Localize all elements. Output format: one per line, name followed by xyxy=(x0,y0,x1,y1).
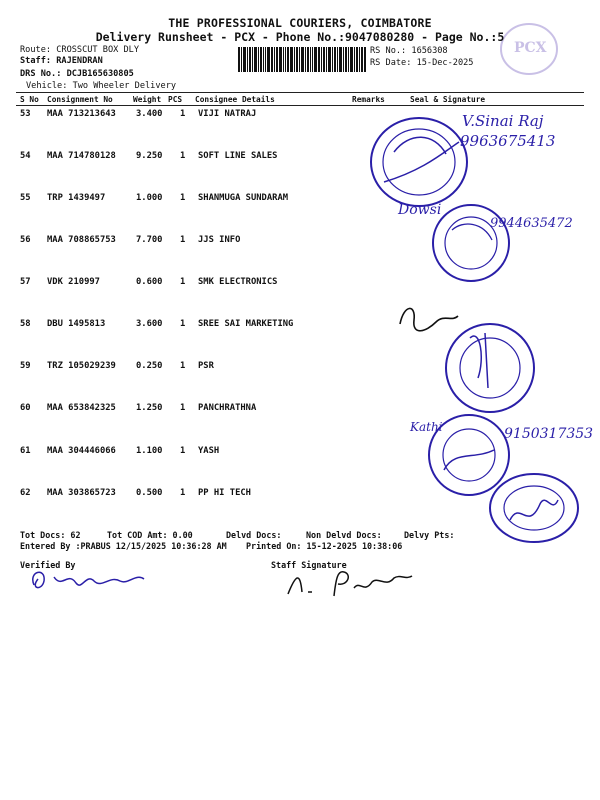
row-consignment: MAA 304446066 xyxy=(47,446,116,456)
staff-signature-scribble xyxy=(282,566,422,600)
rs-number: RS No.: 1656308 xyxy=(370,46,448,56)
row-consignee: PSR xyxy=(198,361,214,371)
row-sno: 60 xyxy=(20,403,31,413)
row-consignee: VIJI NATRAJ xyxy=(198,109,257,119)
row-weight: 0.500 xyxy=(136,488,163,498)
pp-hitech-stamp xyxy=(482,470,582,550)
vehicle: Vehicle: Two Wheeler Delivery xyxy=(26,81,177,91)
row-pcs: 1 xyxy=(180,109,186,119)
row-pcs: 1 xyxy=(180,277,186,287)
row-weight: 1.100 xyxy=(136,446,163,456)
row-weight: 1.000 xyxy=(136,193,163,203)
row56-phone: 9944635472 xyxy=(490,216,573,231)
row-sno: 61 xyxy=(20,446,31,456)
corner-stamp-text: PCX xyxy=(514,40,547,56)
printed-on: Printed On: 15-12-2025 10:38:06 xyxy=(246,541,403,551)
col-seal-signature: Seal & Signature xyxy=(410,95,486,104)
verifier-signature-scribble xyxy=(24,563,164,595)
runsheet-title: Delivery Runsheet - PCX - Phone No.:9047080280 - Page No.:5 xyxy=(95,30,505,44)
row-consignment: MAA 653842325 xyxy=(47,403,116,413)
row-pcs: 1 xyxy=(180,319,186,329)
row-sno: 56 xyxy=(20,235,31,245)
non-delivered-docs: Non Delvd Docs: xyxy=(306,530,382,540)
delivery-points: Delvy Pts: xyxy=(404,530,455,540)
row-consignee: SREE SAI MARKETING xyxy=(198,319,294,329)
row-sno: 57 xyxy=(20,277,31,287)
row-consignment: MAA 303865723 xyxy=(47,488,116,498)
row61-phone: 9150317353 xyxy=(504,426,594,442)
row-sno: 59 xyxy=(20,361,31,371)
col-consignee: Consignee Details xyxy=(195,95,275,104)
total-docs: Tot Docs: 62 xyxy=(20,530,81,540)
row-consignment: DBU 1495813 xyxy=(47,319,106,329)
row-pcs: 1 xyxy=(180,361,186,371)
row-pcs: 1 xyxy=(180,193,186,203)
staff-signature-label: Staff Signature xyxy=(271,560,347,570)
row-consignee: YASH xyxy=(198,446,220,456)
col-pcs: PCS xyxy=(168,95,183,104)
row-consignment: TRP 1439497 xyxy=(47,193,106,203)
col-remarks: Remarks xyxy=(352,95,385,104)
row-consignment: MAA 713213643 xyxy=(47,109,116,119)
rs-date: RS Date: 15-Dec-2025 xyxy=(370,58,474,68)
row-consignee: PANCHRATHNA xyxy=(198,403,257,413)
sree-sai-stamp xyxy=(440,318,540,418)
header-rule-bottom xyxy=(16,105,584,106)
route: Route: CROSSCUT BOX DLY xyxy=(20,45,139,55)
barcode xyxy=(238,47,366,72)
col-consignment: Consignment No xyxy=(47,95,113,104)
row-consignee: JJS INFO xyxy=(198,235,241,245)
header-rule-top xyxy=(16,92,584,93)
row-weight: 7.700 xyxy=(136,235,163,245)
row-sno: 53 xyxy=(20,109,31,119)
col-sno: S No xyxy=(20,95,39,104)
row-pcs: 1 xyxy=(180,151,186,161)
row-consignee: PP HI TECH xyxy=(198,488,251,498)
row-consignee: SHANMUGA SUNDARAM xyxy=(198,193,289,203)
soft-line-stamp xyxy=(364,112,474,212)
company-title: THE PROFESSIONAL COURIERS, COIMBATORE xyxy=(168,16,432,30)
row55-signature: Dowsi xyxy=(398,202,442,218)
row-weight: 0.250 xyxy=(136,361,163,371)
row-sno: 58 xyxy=(20,319,31,329)
row-pcs: 1 xyxy=(180,235,186,245)
row-sno: 54 xyxy=(20,151,31,161)
row-weight: 3.600 xyxy=(136,319,163,329)
row-pcs: 1 xyxy=(180,403,186,413)
row61-signature: Kathi xyxy=(410,420,443,434)
row-consignment: MAA 708865753 xyxy=(47,235,116,245)
staff: Staff: RAJENDRAN xyxy=(20,56,103,66)
row-weight: 9.250 xyxy=(136,151,163,161)
row-consignment: MAA 714780128 xyxy=(47,151,116,161)
drs-number: DRS No.: DCJB165630805 xyxy=(20,69,134,79)
row-weight: 0.600 xyxy=(136,277,163,287)
row-sno: 55 xyxy=(20,193,31,203)
verified-by-label: Verified By xyxy=(20,560,76,570)
jjs-stamp xyxy=(428,200,514,286)
row53-phone: 9963675413 xyxy=(460,132,556,150)
row-pcs: 1 xyxy=(180,446,186,456)
row53-signature: V.Sinai Raj xyxy=(462,112,544,130)
entered-by: Entered By :PRABUS 12/15/2025 10:36:28 AM xyxy=(20,541,227,551)
row-consignee: SOFT LINE SALES xyxy=(198,151,278,161)
total-cod-amount: Tot COD Amt: 0.00 xyxy=(107,530,193,540)
delivered-docs: Delvd Docs: xyxy=(226,530,282,540)
row-sno: 62 xyxy=(20,488,31,498)
row-pcs: 1 xyxy=(180,488,186,498)
col-weight: Weight xyxy=(133,95,162,104)
row-consignment: TRZ 105029239 xyxy=(47,361,116,371)
row-consignee: SMK ELECTRONICS xyxy=(198,277,278,287)
row-consignment: VDK 210997 xyxy=(47,277,100,287)
row-weight: 3.400 xyxy=(136,109,163,119)
row-weight: 1.250 xyxy=(136,403,163,413)
table-row xyxy=(0,151,600,165)
